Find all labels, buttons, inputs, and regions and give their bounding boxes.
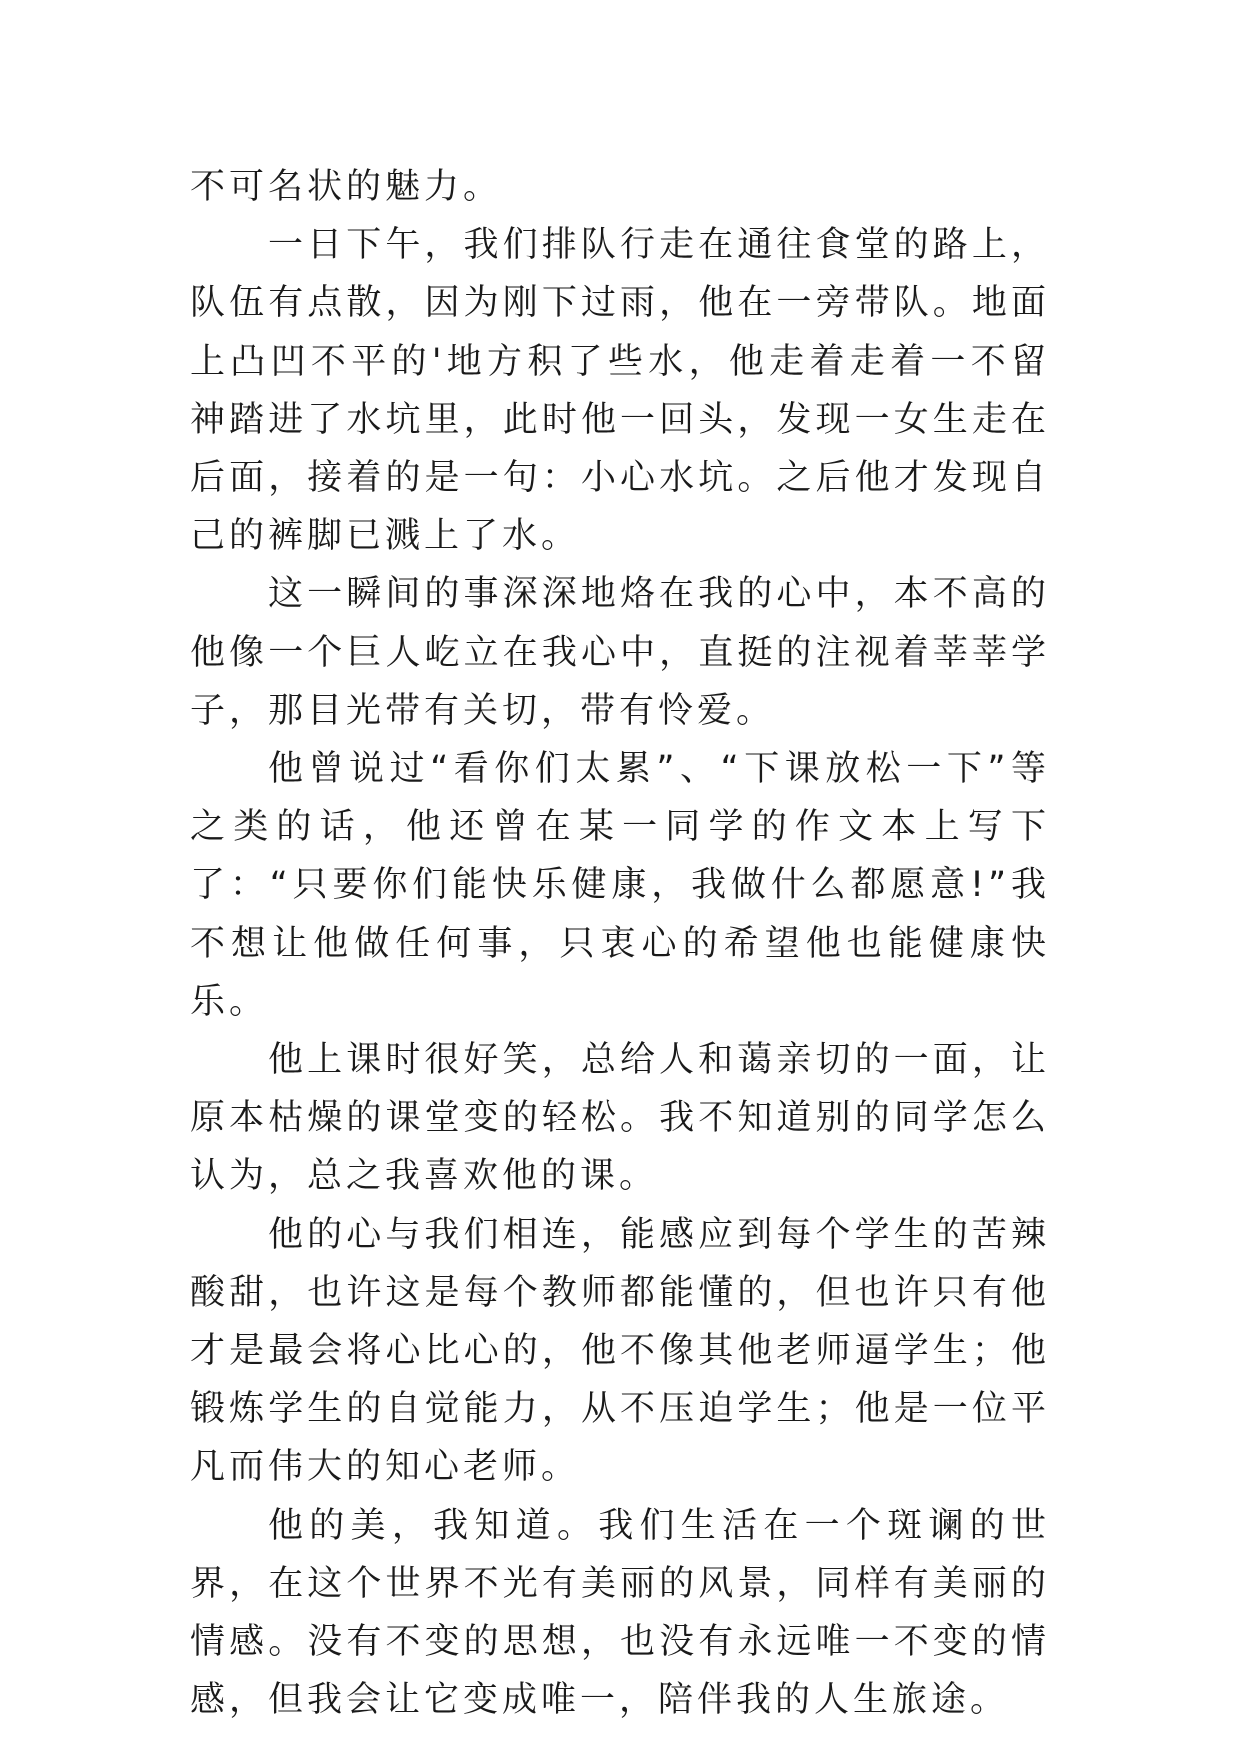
paragraph-giant-impression: 这一瞬间的事深深地烙在我的心中，本不高的他像一个巨人屹立在我心中，直挺的注视着莘莘学子，那目光带有关切，带有怜爱。	[190, 574, 1050, 731]
paragraph-continuation: 不可名状的魅力。	[190, 167, 503, 207]
paragraph-beauty: 他的美，我知道。我们生活在一个斑谰的世界，在这个世界不光有美丽的风景，同样有美丽的情感。没有不变的思想，也没有永远唯一不变的情感，但我会让它变成唯一，陪伴我的人生旅途。	[190, 1505, 1050, 1721]
paragraph-funny-class: 他上课时很好笑，总给人和蔼亲切的一面，让原本枯燥的课堂变的轻松。我不知道别的同学怎么认为，总之我喜欢他的课。	[190, 1040, 1050, 1197]
paragraph-connected-heart: 他的心与我们相连，能感应到每个学生的苦辣酸甜，也许这是每个教师都能懂的，但也许只有他才是最会将心比心的，他不像其他老师逼学生；他锻炼学生的自觉能力，从不压迫学生；他是一位平凡而伟大的知心老师。	[190, 1214, 1050, 1488]
document-body	[190, 158, 1050, 1729]
paragraph-rainy-afternoon: 一日下午，我们排队行走在通往食堂的路上，队伍有点散，因为刚下过雨，他在一旁带队。地面上凸凹不平的'地方积了些水，他走着走着一不留神踏进了水坑里，此时他一回头，发现一女生走在后面，接着的是一句：小心水坑。之后他才发现自己的裤脚已溅上了水。	[190, 225, 1050, 557]
paragraph-teacher-words: 他曾说过“看你们太累”、“下课放松一下”等之类的话，他还曾在某一同学的作文本上写下了：“只要你们能快乐健康，我做什么都愿意!”我不想让他做任何事，只衷心的希望他也能健康快乐。	[190, 749, 1050, 1022]
